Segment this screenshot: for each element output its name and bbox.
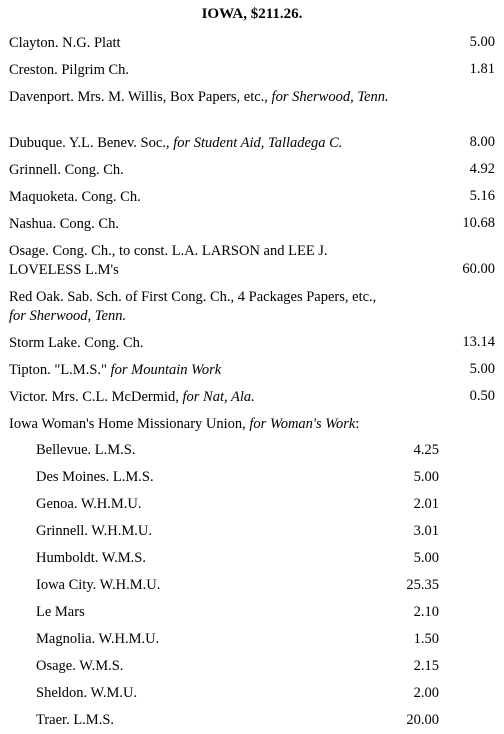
sub-entry-amount: 5.00 — [413, 550, 439, 566]
sub-entry-text: Bellevue. L.M.S. — [36, 442, 136, 458]
entry-text: Storm Lake. Cong. Ch. — [9, 335, 144, 351]
entry-text: Clayton. N.G. Platt — [9, 35, 121, 51]
entry-italic: for Sherwood, Tenn. — [9, 308, 127, 324]
page-title: IOWA, $211.26. — [201, 6, 303, 22]
sub-entry-amount: 2.15 — [413, 658, 439, 674]
entry-nashua — [9, 215, 495, 234]
entry-text: Davenport. Mrs. M. Willis, Box Papers, etc., — [9, 89, 272, 105]
sub-entry-sheldon — [36, 685, 439, 702]
entry-tipton — [9, 361, 495, 380]
sub-entry-text: Osage. W.M.S. — [36, 658, 124, 674]
entry-text: Iowa Woman's Home Missionary Union, — [9, 416, 250, 432]
sub-entry-text: Iowa City. W.H.M.U. — [36, 577, 161, 593]
entry-text: Maquoketa. Cong. Ch. — [9, 189, 141, 205]
entry-clayton — [9, 34, 495, 53]
sub-entry-traer — [36, 712, 439, 729]
sub-entry-amount: 25.35 — [406, 577, 439, 593]
sub-entry-osage — [36, 658, 439, 675]
entry-creston — [9, 61, 495, 80]
sub-entry-amount: 3.01 — [413, 523, 439, 539]
entry-amount: 1.81 — [469, 61, 495, 77]
sub-entry-amount: 4.25 — [413, 442, 439, 458]
sub-entry-amount: 2.10 — [413, 604, 439, 620]
sub-entry-iowa-city — [36, 577, 439, 594]
entry-maquoketa — [9, 188, 495, 207]
entry-italic: for Mountain Work — [110, 362, 222, 378]
entry-text: Victor. Mrs. C.L. McDermid, — [9, 389, 183, 405]
sub-entry-text: Des Moines. L.M.S. — [36, 469, 154, 485]
entry-italic: for Nat, Ala. — [182, 389, 255, 405]
entry-amount: 0.50 — [469, 388, 495, 404]
entry-red-oak — [9, 288, 495, 326]
entry-storm-lake — [9, 334, 495, 353]
sub-entry-text: Grinnell. W.H.M.U. — [36, 523, 152, 539]
sub-entry-magnolia — [36, 631, 439, 648]
sub-entry-humboldt — [36, 550, 439, 567]
entry-amount: 5.00 — [469, 361, 495, 377]
entry-text: Osage. Cong. Ch., to const. L.A. LARSON and LEE J. LOVELESS L.M's — [9, 243, 328, 278]
entry-amount: 60.00 — [462, 261, 495, 277]
entry-text: Creston. Pilgrim Ch. — [9, 62, 130, 78]
entry-text: Grinnell. Cong. Ch. — [9, 162, 124, 178]
entry-iowa-womans-union — [9, 415, 495, 434]
sub-entry-text: Sheldon. W.M.U. — [36, 685, 138, 701]
entry-suffix: : — [355, 416, 360, 432]
entry-italic: for Sherwood, Tenn. — [271, 89, 389, 105]
entry-text: Dubuque. Y.L. Benev. Soc., — [9, 135, 174, 151]
entry-text: Tipton. "L.M.S." — [9, 362, 111, 378]
entry-italic: for Student Aid, Talladega C. — [173, 135, 343, 151]
sub-entry-grinnell — [36, 523, 439, 540]
sub-entry-amount: 20.00 — [406, 712, 439, 728]
sub-entry-text: Humboldt. W.M.S. — [36, 550, 146, 566]
sub-entry-amount: 2.00 — [413, 685, 439, 701]
entry-text: Nashua. Cong. Ch. — [9, 216, 119, 232]
entry-davenport — [9, 88, 495, 107]
sub-entry-amount: 5.00 — [413, 469, 439, 485]
entry-amount: 13.14 — [462, 334, 495, 350]
sub-entry-text: Genoa. W.H.M.U. — [36, 496, 142, 512]
entry-amount: 10.68 — [462, 215, 495, 231]
entry-grinnell — [9, 161, 495, 180]
sub-entry-amount: 2.01 — [413, 496, 439, 512]
sub-entry-text: Le Mars — [36, 604, 85, 620]
entry-osage — [9, 242, 495, 280]
sub-entry-le-mars — [36, 604, 439, 621]
sub-entry-text: Magnolia. W.H.M.U. — [36, 631, 160, 647]
sub-entry-amount: 1.50 — [413, 631, 439, 647]
sub-entry-text: Traer. L.M.S. — [36, 712, 115, 728]
entry-amount: 8.00 — [469, 134, 495, 150]
entry-victor — [9, 388, 495, 407]
entry-amount: 5.16 — [469, 188, 495, 204]
sub-entry-des-moines — [36, 469, 439, 486]
sub-entry-genoa — [36, 496, 439, 513]
entry-dubuque — [9, 134, 495, 153]
sub-entry-bellevue — [36, 442, 439, 459]
entry-italic: for Woman's Work — [249, 416, 356, 432]
entry-amount: 4.92 — [469, 161, 495, 177]
entry-amount: 5.00 — [469, 34, 495, 50]
entry-text: Red Oak. Sab. Sch. of First Cong. Ch., 4 Packages Papers, etc., — [9, 289, 377, 305]
